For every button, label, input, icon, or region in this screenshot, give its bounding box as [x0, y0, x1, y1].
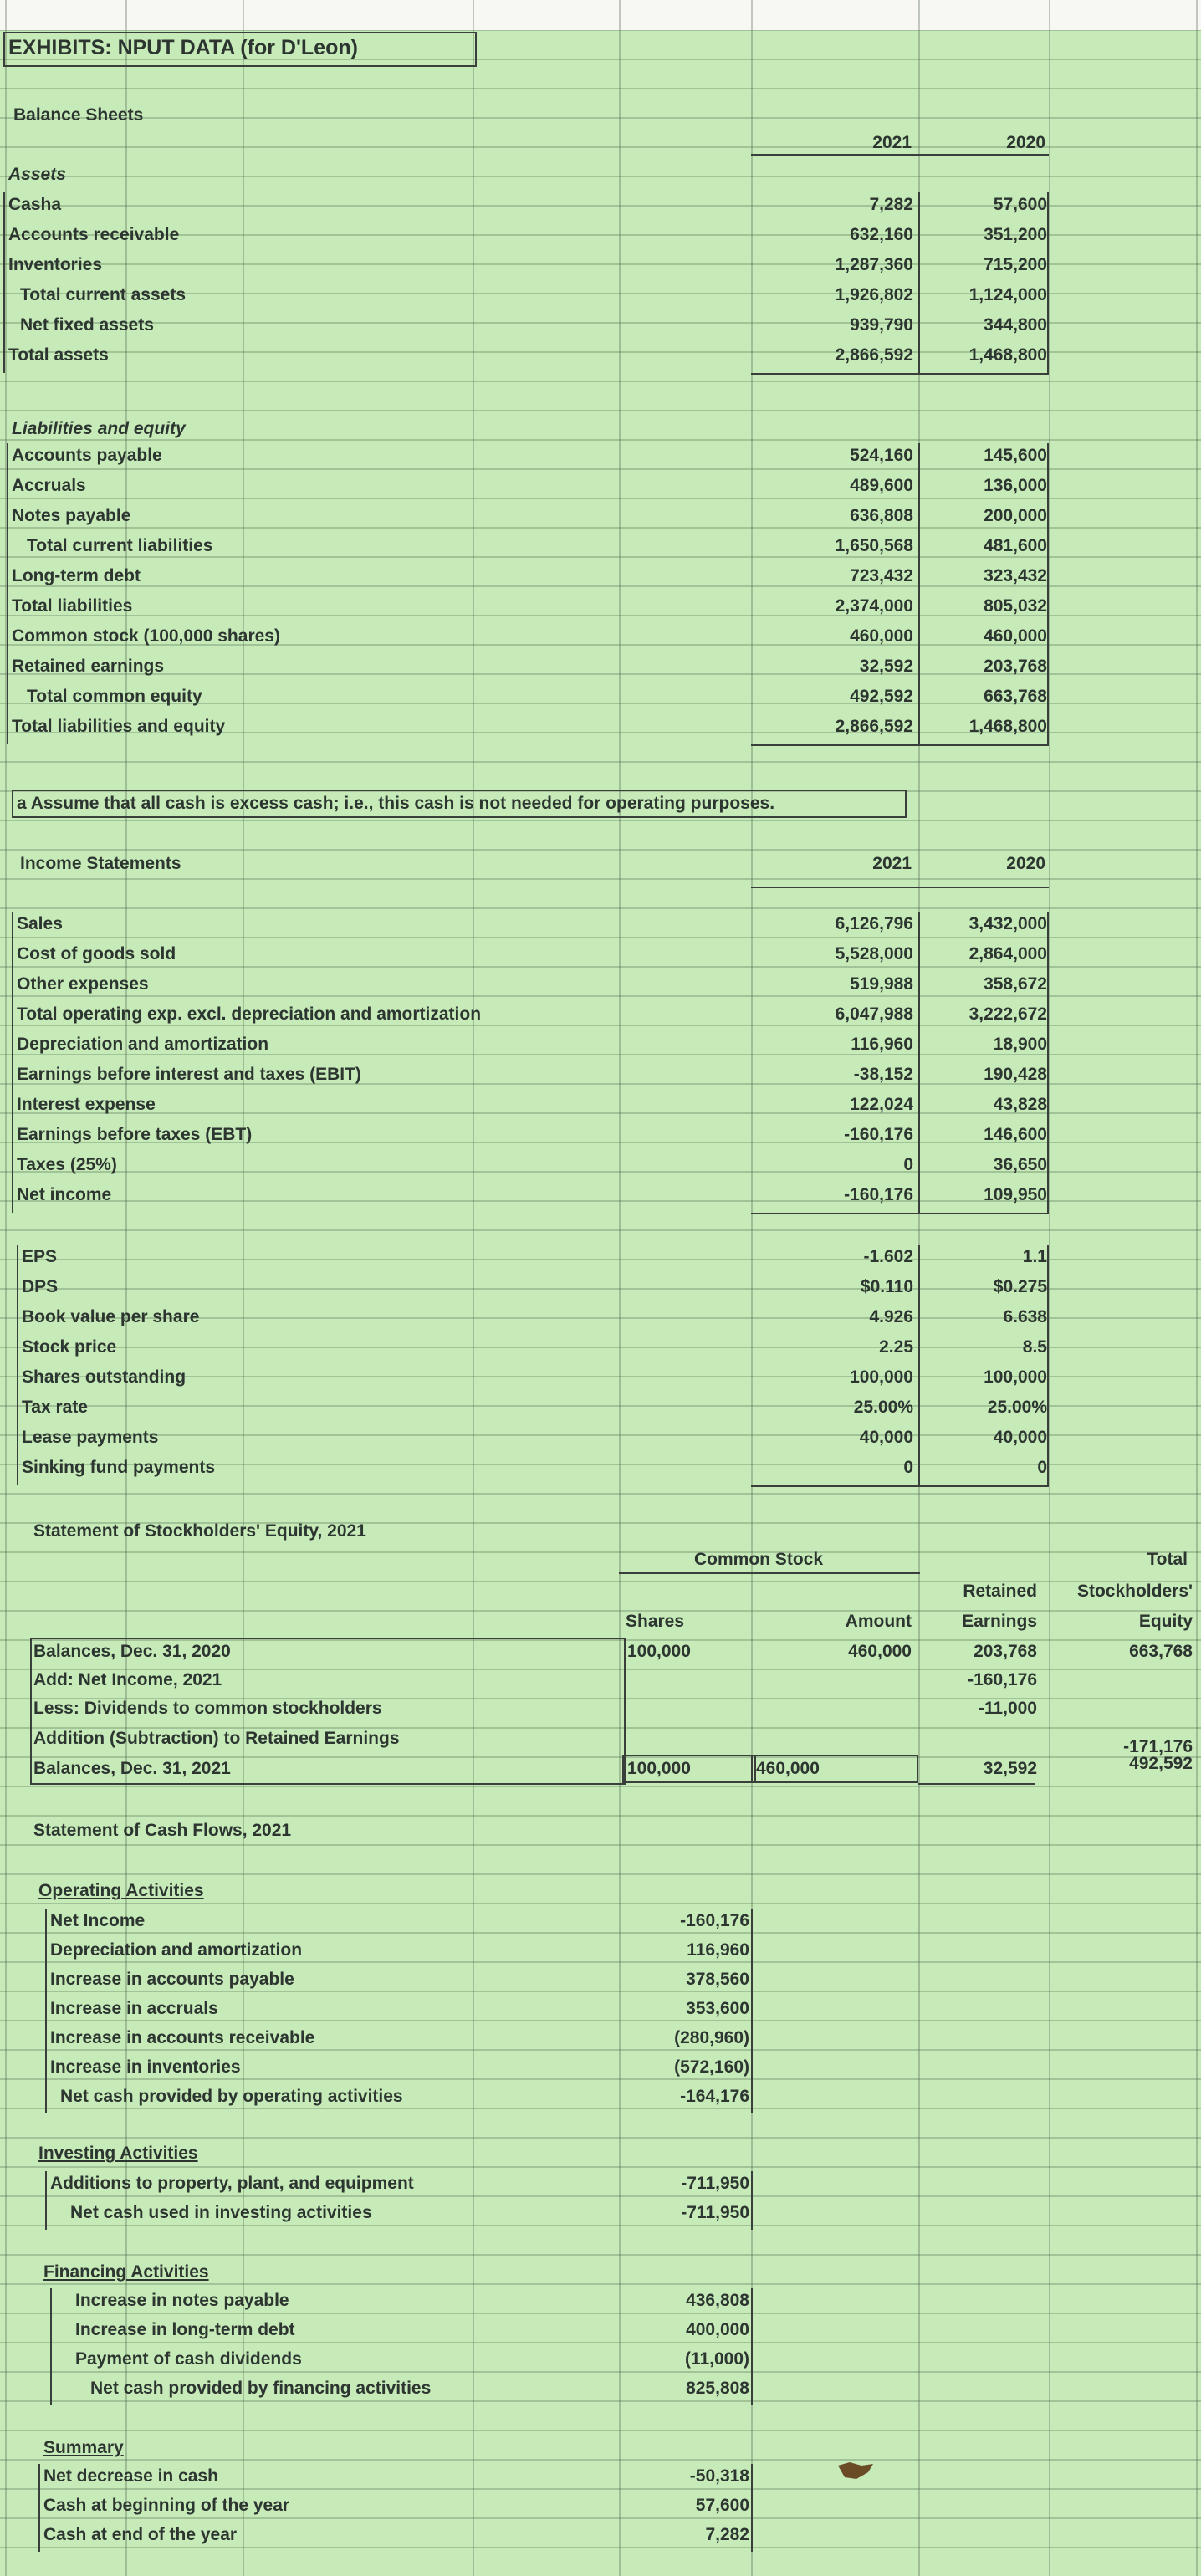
row-label[interactable]: Total assets: [8, 345, 109, 365]
value-2020[interactable]: 18,900: [993, 1035, 1047, 1054]
value-2021[interactable]: 1,287,360: [835, 255, 913, 274]
row-label[interactable]: Taxes (25%): [17, 1155, 117, 1174]
value-2020[interactable]: 57,600: [993, 195, 1047, 214]
value-2021[interactable]: 1,926,802: [835, 285, 913, 304]
cf-row-label[interactable]: Additions to property, plant, and equipment: [50, 2174, 414, 2193]
value-2021[interactable]: $0.110: [860, 1277, 913, 1296]
value-2021[interactable]: 2,374,000: [835, 596, 913, 616]
eq-total-value[interactable]: 492,592: [1129, 1754, 1193, 1773]
row-label[interactable]: Lease payments: [22, 1428, 159, 1447]
value-2020[interactable]: 715,200: [984, 255, 1047, 274]
value-2020[interactable]: 1,468,800: [968, 345, 1047, 365]
equity-statement-heading: Statement of Stockholders' Equity, 2021: [33, 1521, 366, 1541]
value-2021[interactable]: 122,024: [850, 1095, 913, 1114]
value-2021[interactable]: 636,808: [850, 506, 913, 525]
cf-row-label[interactable]: Depreciation and amortization: [50, 1940, 303, 1960]
value-2021[interactable]: 632,160: [850, 225, 913, 244]
value-2021[interactable]: 4.926: [869, 1307, 913, 1326]
row-label[interactable]: Total current liabilities: [27, 536, 213, 555]
value-2020[interactable]: 1.1: [1022, 1247, 1047, 1266]
cf-row-label[interactable]: Increase in long-term debt: [75, 2320, 295, 2339]
row-label[interactable]: Total current assets: [20, 285, 187, 304]
cf-value[interactable]: 353,600: [686, 1999, 749, 2018]
row-label[interactable]: Depreciation and amortization: [17, 1035, 269, 1054]
page-title: EXHIBITS: NPUT DATA (for D'Leon): [8, 36, 358, 59]
cf-row-label[interactable]: Increase in accruals: [50, 1999, 218, 2018]
eq-amount-value[interactable]: 460,000: [756, 1759, 820, 1778]
row-label[interactable]: Total liabilities and equity: [12, 717, 226, 736]
value-2021[interactable]: 489,600: [850, 476, 913, 495]
value-2021[interactable]: 1,650,568: [835, 536, 913, 555]
row-label[interactable]: Net fixed assets: [20, 315, 154, 335]
mouse-pointer-icon: [836, 2461, 878, 2482]
value-2020[interactable]: 805,032: [984, 596, 1047, 616]
value-2020[interactable]: 460,000: [984, 626, 1047, 646]
value-2020[interactable]: 358,672: [984, 974, 1047, 994]
row-label[interactable]: Retained earnings: [12, 657, 165, 676]
value-2020[interactable]: 663,768: [984, 687, 1047, 706]
eq-row-label[interactable]: Balances, Dec. 31, 2020: [33, 1642, 231, 1661]
operating-heading: Operating Activities: [38, 1881, 204, 1900]
value-2020[interactable]: 190,428: [984, 1065, 1047, 1084]
liabilities-label: Liabilities and equity: [12, 419, 186, 438]
row-label[interactable]: Sinking fund payments: [22, 1458, 216, 1477]
eq-amount-value[interactable]: 460,000: [848, 1642, 912, 1661]
financing-heading: Financing Activities: [43, 2262, 209, 2282]
row-label[interactable]: Accounts receivable: [8, 225, 180, 244]
value-2021[interactable]: 519,988: [850, 974, 913, 994]
cf-row-label[interactable]: Cash at beginning of the year: [43, 2496, 290, 2515]
bs-footnote: a Assume that all cash is excess cash; i.e., this cash is not needed for operating purposes.: [17, 794, 775, 813]
eq-total-value[interactable]: 663,768: [1129, 1642, 1193, 1661]
eq-shares-value[interactable]: 100,000: [627, 1759, 691, 1778]
value-2020[interactable]: 323,432: [984, 566, 1047, 585]
eq-stockholders-header: Stockholders': [1076, 1582, 1193, 1601]
eq-shares-header: Shares: [626, 1612, 685, 1631]
cf-row-label[interactable]: Net cash used in investing activities: [70, 2203, 372, 2222]
row-label[interactable]: Stock price: [22, 1337, 117, 1357]
cf-value[interactable]: -164,176: [680, 2087, 749, 2106]
summary-heading: Summary: [43, 2438, 124, 2457]
eq-shares-value[interactable]: 100,000: [627, 1642, 691, 1661]
cf-value[interactable]: (280,960): [674, 2028, 749, 2047]
eq-row-label[interactable]: Less: Dividends to common stockholders: [33, 1699, 382, 1718]
row-label[interactable]: Tax rate: [22, 1398, 88, 1417]
value-2021[interactable]: 25.00%: [853, 1398, 913, 1417]
eq-common-stock-header: Common Stock: [694, 1550, 824, 1569]
cf-value[interactable]: (572,160): [674, 2057, 749, 2077]
row-label[interactable]: Book value per share: [22, 1307, 200, 1326]
row-label[interactable]: Shares outstanding: [22, 1367, 187, 1387]
value-2021[interactable]: -160,176: [844, 1125, 913, 1144]
value-2021[interactable]: 2,866,592: [835, 345, 913, 365]
value-2021[interactable]: 32,592: [859, 657, 913, 676]
value-2020[interactable]: 8.5: [1022, 1337, 1047, 1357]
assets-label: Assets: [8, 165, 66, 184]
eq-row-label[interactable]: Addition (Subtraction) to Retained Earnings: [33, 1729, 400, 1748]
value-2020[interactable]: 100,000: [984, 1367, 1047, 1387]
cf-row-label[interactable]: Payment of cash dividends: [75, 2349, 302, 2369]
row-label[interactable]: EPS: [22, 1247, 58, 1266]
eq-retained-value[interactable]: 32,592: [983, 1759, 1037, 1778]
cf-value[interactable]: -711,950: [681, 2203, 749, 2222]
value-2020[interactable]: 2,864,000: [968, 944, 1047, 963]
value-2020[interactable]: 203,768: [984, 657, 1047, 676]
row-label[interactable]: Total common equity: [27, 687, 202, 706]
value-2020[interactable]: 6.638: [1003, 1307, 1047, 1326]
row-label[interactable]: Accruals: [12, 476, 86, 495]
value-2021[interactable]: -160,176: [844, 1185, 913, 1204]
eq-equity-header: Equity: [1138, 1612, 1193, 1631]
row-label[interactable]: Long-term debt: [12, 566, 141, 585]
eq-retained-value[interactable]: -160,176: [968, 1670, 1037, 1689]
cf-row-label[interactable]: Increase in notes payable: [75, 2291, 289, 2310]
value-2020[interactable]: 36,650: [993, 1155, 1047, 1174]
row-label[interactable]: DPS: [22, 1277, 59, 1296]
cf-row-label[interactable]: Net cash provided by operating activities: [60, 2087, 403, 2106]
eq-total-value[interactable]: -171,176: [1123, 1737, 1193, 1756]
value-2020[interactable]: 43,828: [993, 1095, 1047, 1114]
cf-row-label[interactable]: Net Income: [50, 1911, 146, 1930]
eq-amount-header: Amount: [845, 1612, 912, 1631]
cf-value[interactable]: 378,560: [686, 1970, 749, 1989]
cf-row-label[interactable]: Increase in inventories: [50, 2057, 241, 2077]
bs-year-2020: 2020: [1006, 133, 1045, 152]
value-2021[interactable]: 40,000: [859, 1428, 913, 1447]
value-2020[interactable]: 0: [1037, 1458, 1047, 1477]
eq-row-label[interactable]: Balances, Dec. 31, 2021: [33, 1759, 231, 1778]
value-2021[interactable]: 0: [903, 1155, 913, 1174]
cf-row-label[interactable]: Cash at end of the year: [43, 2525, 238, 2544]
row-label[interactable]: Total liabilities: [12, 596, 133, 616]
value-2021[interactable]: 116,960: [851, 1035, 913, 1054]
value-2020[interactable]: 1,468,800: [968, 717, 1047, 736]
cf-value[interactable]: 57,600: [695, 2496, 749, 2515]
row-label[interactable]: Earnings before interest and taxes (EBIT): [17, 1065, 361, 1084]
value-2021[interactable]: 939,790: [850, 315, 913, 335]
bs-year-2021: 2021: [872, 133, 912, 152]
cf-value[interactable]: 116,960: [687, 1940, 749, 1960]
row-label[interactable]: Total operating exp. excl. depreciation and amortization: [17, 1004, 482, 1024]
is-year-2020: 2020: [1006, 854, 1045, 873]
row-label[interactable]: Accounts payable: [12, 446, 162, 465]
value-2021[interactable]: 6,047,988: [835, 1004, 913, 1024]
cf-value[interactable]: 436,808: [686, 2291, 749, 2310]
row-label[interactable]: Casha: [8, 195, 62, 214]
eq-retained-value[interactable]: -11,000: [978, 1699, 1037, 1718]
row-label[interactable]: Cost of goods sold: [17, 944, 176, 963]
value-2021[interactable]: 5,528,000: [835, 944, 913, 963]
eq-total-header: Total: [1147, 1550, 1188, 1569]
value-2021[interactable]: -38,152: [853, 1065, 913, 1084]
value-2021[interactable]: 2.25: [879, 1337, 913, 1357]
row-label[interactable]: Other expenses: [17, 974, 149, 994]
row-label[interactable]: Earnings before taxes (EBT): [17, 1125, 253, 1144]
cf-row-label[interactable]: Increase in accounts payable: [50, 1970, 294, 1989]
value-2020[interactable]: 3,222,672: [968, 1004, 1047, 1024]
value-2020[interactable]: 3,432,000: [968, 914, 1047, 933]
value-2020[interactable]: 481,600: [984, 536, 1047, 555]
cf-value[interactable]: -711,950: [681, 2174, 749, 2193]
value-2021[interactable]: 460,000: [850, 626, 913, 646]
value-2020[interactable]: 109,950: [984, 1185, 1047, 1204]
cf-row-label[interactable]: Increase in accounts receivable: [50, 2028, 315, 2047]
value-2021[interactable]: 524,160: [850, 446, 913, 465]
column-header-strip: [0, 0, 1201, 30]
value-2021[interactable]: 723,432: [850, 566, 913, 585]
row-label[interactable]: Net income: [17, 1185, 112, 1204]
value-2021[interactable]: 0: [903, 1458, 913, 1477]
row-label[interactable]: Common stock (100,000 shares): [12, 626, 280, 646]
cf-value[interactable]: -160,176: [680, 1911, 749, 1930]
investing-heading: Investing Activities: [38, 2144, 198, 2163]
row-label[interactable]: Interest expense: [17, 1095, 156, 1114]
balance-sheet-heading: Balance Sheets: [13, 105, 144, 125]
value-2020[interactable]: 344,800: [984, 315, 1047, 335]
value-2020[interactable]: 1,124,000: [968, 285, 1047, 304]
value-2021[interactable]: 6,126,796: [835, 914, 913, 933]
cf-value[interactable]: -50,318: [689, 2466, 749, 2486]
value-2021[interactable]: 492,592: [850, 687, 913, 706]
row-label[interactable]: Sales: [17, 914, 63, 933]
row-label[interactable]: Inventories: [8, 255, 103, 274]
value-2021[interactable]: 100,000: [850, 1367, 913, 1387]
cf-value[interactable]: 400,000: [686, 2320, 749, 2339]
cf-row-label[interactable]: Net cash provided by financing activities: [90, 2379, 432, 2398]
eq-earnings-header: Earnings: [962, 1612, 1037, 1631]
cf-value[interactable]: 825,808: [686, 2379, 749, 2398]
value-2020[interactable]: 25.00%: [987, 1398, 1047, 1417]
is-year-2021: 2021: [872, 854, 912, 873]
eq-retained-header: Retained: [963, 1582, 1037, 1601]
value-2020[interactable]: 351,200: [984, 225, 1047, 244]
eq-row-label[interactable]: Add: Net Income, 2021: [33, 1670, 222, 1689]
value-2020[interactable]: 146,600: [984, 1125, 1047, 1144]
eq-retained-value[interactable]: 203,768: [974, 1642, 1037, 1661]
row-label[interactable]: Notes payable: [12, 506, 131, 525]
value-2020[interactable]: 145,600: [984, 446, 1047, 465]
value-2021[interactable]: -1.602: [863, 1247, 913, 1266]
value-2020[interactable]: 200,000: [984, 506, 1047, 525]
cf-value[interactable]: (11,000): [684, 2349, 749, 2369]
value-2020[interactable]: 136,000: [984, 476, 1047, 495]
value-2020[interactable]: 40,000: [993, 1428, 1047, 1447]
value-2020[interactable]: $0.275: [993, 1277, 1047, 1296]
income-statement-heading: Income Statements: [20, 854, 181, 873]
value-2021[interactable]: 2,866,592: [835, 717, 913, 736]
cf-row-label[interactable]: Net decrease in cash: [43, 2466, 218, 2486]
cf-value[interactable]: 7,282: [705, 2525, 749, 2544]
cash-flows-heading: Statement of Cash Flows, 2021: [33, 1821, 292, 1840]
value-2021[interactable]: 7,282: [869, 195, 913, 214]
